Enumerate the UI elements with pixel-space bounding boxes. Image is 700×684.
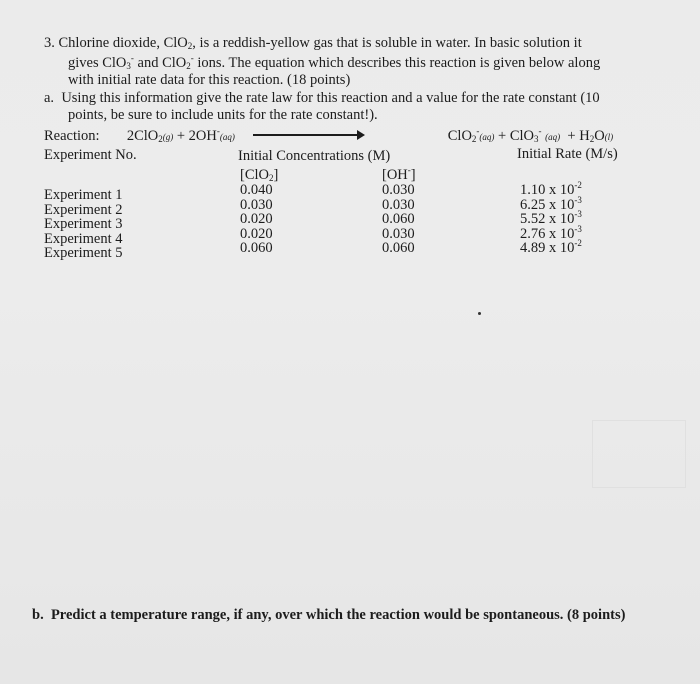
table-cell-oh: 0.030 (382, 225, 415, 242)
experiment-name-column (44, 188, 123, 261)
table-cell-rate: 6.25 x $10^{-3}$ (520, 194, 582, 213)
table-cell-clo2: 0.060 (240, 240, 273, 256)
rate-column (520, 180, 582, 256)
reaction-equation: Reaction: 2ClO$_2$(g) + 2OH-(aq) ClO$_2$-(aq) + ClO$_3$- $(aq) + H_2O(l)$ (44, 126, 614, 144)
part-a-label: a. (44, 90, 55, 106)
table-cell-clo2: 0.020 (240, 225, 273, 242)
table-cell-oh: 0.060 (382, 240, 415, 256)
table-cell-rate: 2.76 x $10^{-3}$ (520, 223, 582, 242)
table-cell-oh: 0.030 (382, 182, 415, 198)
table-cell-oh: 0.060 (382, 211, 415, 227)
table-cell-rate: 1.10 x $10^{-2}$ (520, 180, 582, 198)
question-line-3: with initial rate data for this reaction. (18 points) (68, 72, 351, 88)
concentration-header: Initial Concentrations (M) (238, 148, 391, 164)
table-cell-rate: 5.52 x $10^{-3}$ (520, 209, 582, 227)
table-row-name: Experiment 5 (44, 245, 123, 261)
part-a-line-1: a. Using this information give the rate law for this reaction and a value for the rate constant (10 (44, 90, 600, 106)
question-number: 3. (44, 35, 55, 51)
oh-column-header: [OH-] (382, 165, 416, 183)
table-cell-clo2: 0.020 (240, 211, 273, 227)
clo2-column-header: [ClO$_2$] (240, 167, 279, 183)
question-line-1: 3. Chlorine dioxide, ClO$_2$, is a reddish-yellow gas that is soluble in water. In basic solution it (44, 35, 582, 51)
stray-mark (478, 312, 481, 315)
experiment-header: Experiment No. (44, 147, 137, 163)
part-b-text: Predict a temperature range, if any, over which the reaction would be spontaneous. (8 points) (50, 607, 626, 623)
question-line-2: gives ClO$_3$- and ClO$_2$- ions. The equation which describes this reaction is given below along (68, 53, 601, 71)
reaction-arrow-icon (253, 134, 363, 136)
faint-answer-box (592, 420, 686, 488)
table-cell-rate: 4.89 x $10^{-2}$ (520, 238, 582, 256)
table-cell-oh: 0.030 (382, 196, 415, 213)
table-cell-clo2: 0.040 (240, 182, 273, 198)
table-row-name: Experiment 1 (44, 187, 123, 203)
clo2-column (240, 183, 273, 256)
rate-header: Initial Rate (M/s) (517, 146, 618, 162)
oh-column (382, 183, 415, 256)
part-a-line-2: points, be sure to include units for the rate constant!). (68, 107, 378, 123)
table-row-name: Experiment 4 (44, 230, 123, 247)
part-b-line (32, 607, 625, 623)
table-row-name: Experiment 2 (44, 201, 123, 218)
table-cell-clo2: 0.030 (240, 196, 273, 213)
part-b-label: b. (32, 607, 44, 623)
reaction-label: Reaction: (44, 128, 100, 144)
table-row-name: Experiment 3 (44, 216, 123, 232)
